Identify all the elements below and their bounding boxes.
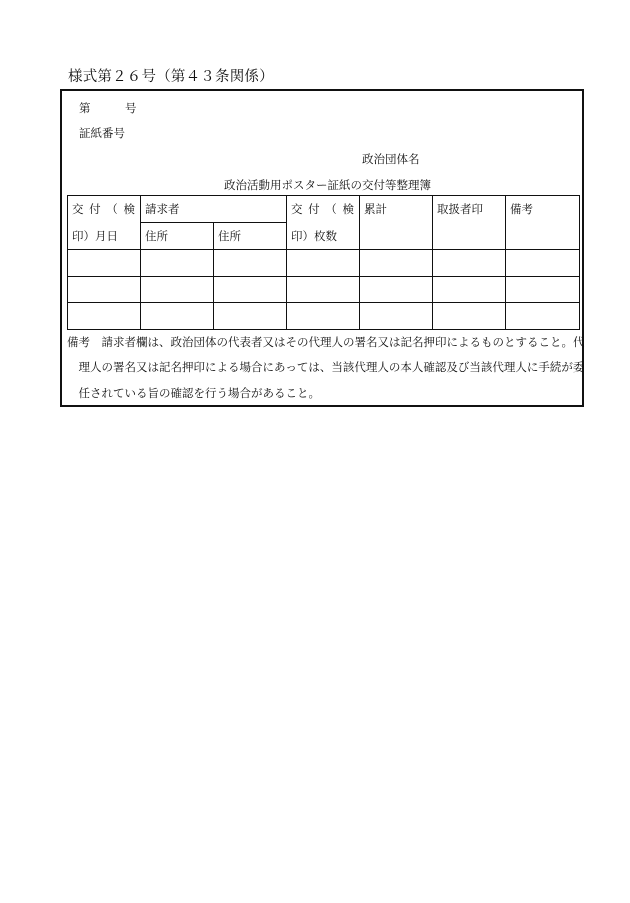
table-cell (287, 303, 360, 330)
form-frame (60, 89, 584, 407)
table-cell (214, 276, 287, 303)
table-cell (141, 303, 214, 330)
table-row (68, 303, 580, 330)
table-cell (433, 276, 506, 303)
table-cell (433, 303, 506, 330)
number-label: 第 号 (79, 101, 137, 115)
table-cell (360, 276, 433, 303)
stamp-number-label: 証紙番号 (79, 126, 125, 140)
header-cumulative: 累計 (360, 196, 433, 250)
header-remarks: 備考 (506, 196, 580, 250)
group-name-label: 政治団体名 (362, 152, 420, 166)
register-title: 政治活動用ポスター証紙の交付等整理簿 (224, 178, 431, 192)
header-issue-date-top: 交 付 （ 検 (68, 196, 141, 223)
table-cell (360, 250, 433, 277)
header-issue-count-top: 交 付 （ 検 (287, 196, 360, 223)
table-cell (506, 276, 580, 303)
table-cell (68, 303, 141, 330)
table-cell (68, 276, 141, 303)
table-cell (360, 303, 433, 330)
header-address-1: 住所 (141, 223, 214, 250)
note-line-2: 理人の署名又は記名押印による場合にあっては、当該代理人の本人確認及び当該代理人に手続が委 (67, 360, 585, 374)
table-cell (287, 250, 360, 277)
table-cell (141, 276, 214, 303)
header-requester: 請求者 (141, 196, 287, 223)
table-cell (287, 276, 360, 303)
header-issue-date-bottom: 印）月日 (68, 223, 141, 250)
table-cell (141, 250, 214, 277)
table-cell (506, 250, 580, 277)
header-issue-count-bottom: 印）枚数 (287, 223, 360, 250)
form-title: 様式第２６号（第４３条関係） (68, 69, 274, 85)
note-line-1: 備考 請求者欄は、政治団体の代表者又はその代理人の署名又は記名押印によるものとすること。代 (67, 335, 585, 349)
header-address-2: 住所 (214, 223, 287, 250)
note-line-3: 任されている旨の確認を行う場合があること。 (67, 386, 320, 400)
table-cell (214, 303, 287, 330)
table-cell (214, 250, 287, 277)
table-cell (433, 250, 506, 277)
table-row (68, 250, 580, 277)
table-cell (68, 250, 141, 277)
table-cell (506, 303, 580, 330)
table-row (68, 276, 580, 303)
ledger-table (67, 195, 580, 330)
header-handler-seal: 取扱者印 (433, 196, 506, 250)
